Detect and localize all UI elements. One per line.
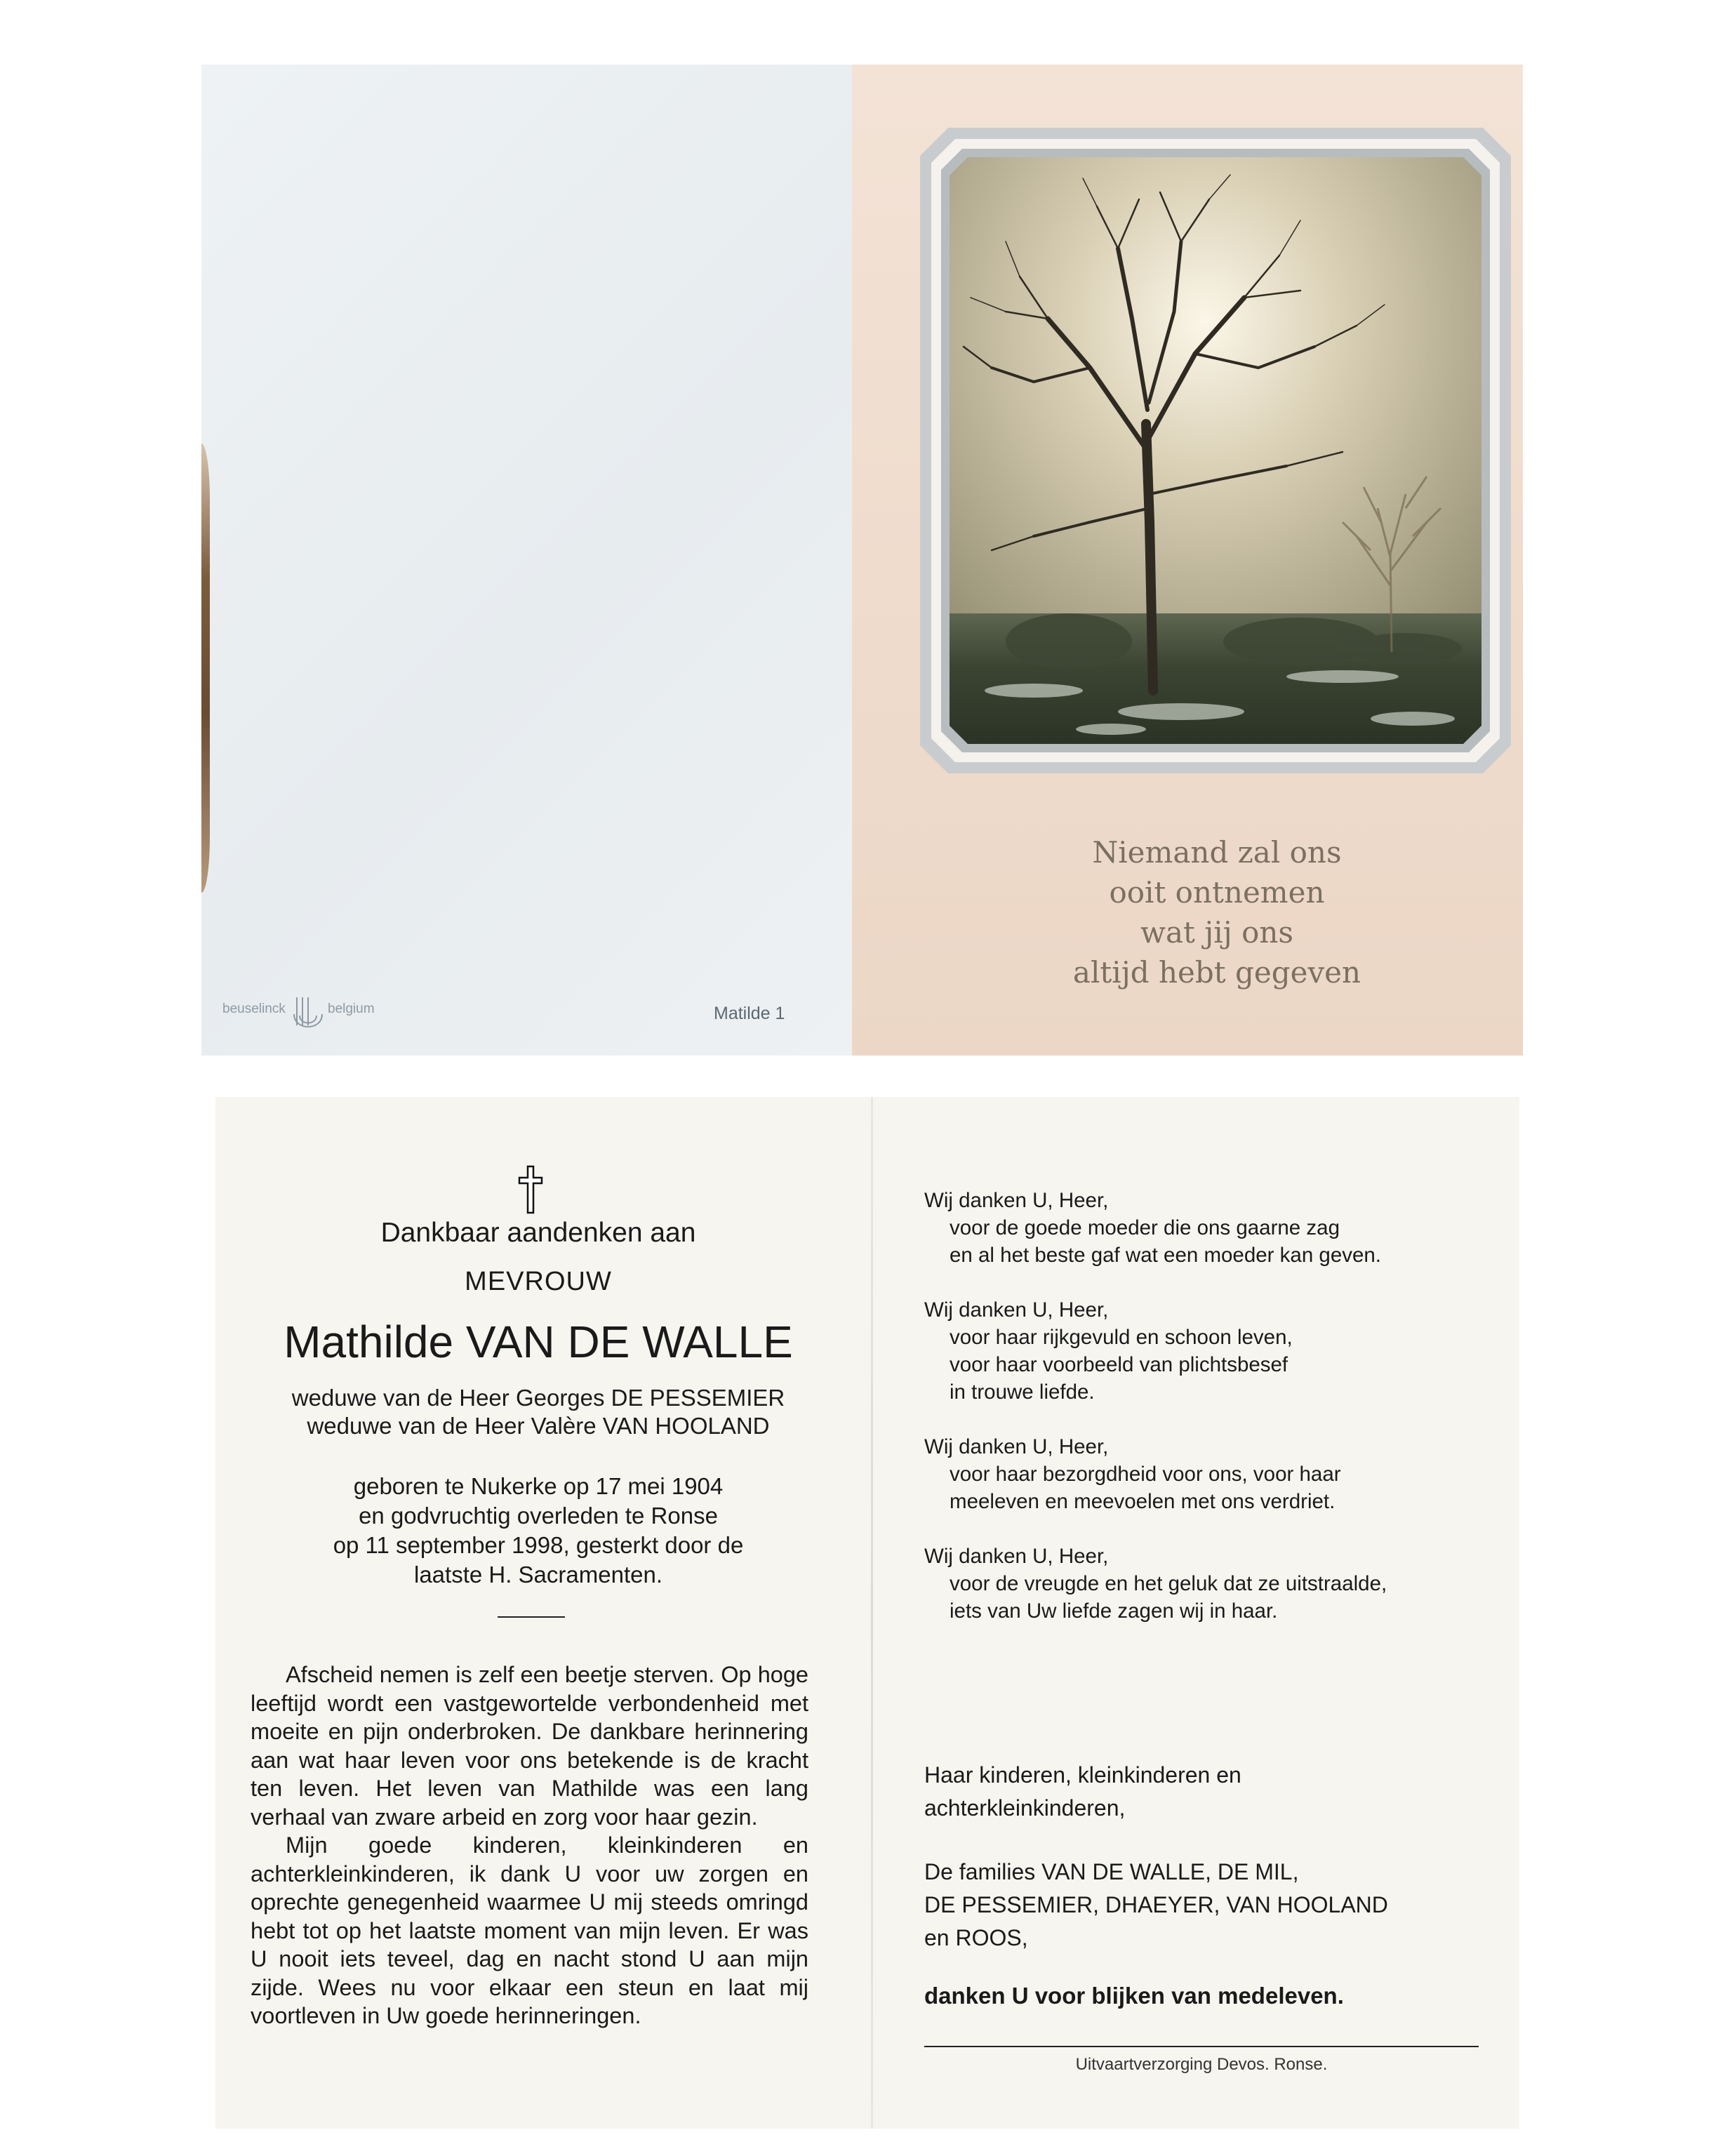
poem: [1020, 832, 1413, 992]
thanksgiving-prayer: [924, 1187, 1486, 1652]
poem-line: ooit ontnemen: [1109, 875, 1325, 910]
prayer-line: voor haar voorbeeld van plichtsbesef: [950, 1353, 1288, 1376]
signature-line: en ROOS,: [924, 1925, 1028, 1950]
poem-line: altijd hebt gegeven: [1072, 955, 1361, 990]
prayer-stanza-first: Wij danken U, Heer,: [924, 1189, 1109, 1212]
signature-line: achterkleinkinderen,: [924, 1795, 1126, 1821]
birth-info: geboren te Nukerke op 17 mei 1904: [353, 1473, 724, 1499]
prayer-line: meeleven en meevoelen met ons verdriet.: [950, 1490, 1336, 1513]
divider: [498, 1616, 565, 1618]
widow-line: weduwe van de Heer Valère VAN HOOLAND: [307, 1413, 770, 1439]
closing-thanks: danken U voor blijken van medeleven.: [924, 1983, 1344, 2009]
prayer-stanza: [924, 1543, 1486, 1625]
farewell-paragraph: Afscheid nemen is zelf een beetje sterven. Op hoge leeftijd wordt een vastgewortelde verbondenheid met moeite en pijn onderbroken. De dankbare herinnering aan wat haar leven voor ons betekende is de kracht ten leven. Het leven van Mathilde was een lang verhaal van zware arbeid en zorg voor haar gezin.: [251, 1662, 808, 1830]
prayer-stanza: [924, 1296, 1486, 1406]
families-signature: [924, 1856, 1486, 1955]
signature-line: Haar kinderen, kleinkinderen en: [924, 1762, 1241, 1788]
prayer-stanza-first: Wij danken U, Heer,: [924, 1545, 1109, 1568]
prayer-stanza-first: Wij danken U, Heer,: [924, 1435, 1109, 1458]
publisher-logo-icon: [290, 994, 326, 1035]
cover-back-panel: [201, 65, 852, 1056]
prayer-line: voor de vreugde en het geluk dat ze uitstraalde,: [950, 1572, 1387, 1595]
poem-line: wat jij ons: [1140, 915, 1293, 950]
brand-left-text: beuselinck: [222, 1002, 286, 1016]
card-inside: [215, 1097, 1519, 2129]
undertaker-credit: Uitvaartverzorging Devos. Ronse.: [1075, 2055, 1328, 2074]
prayer-line: iets van Uw liefde zagen wij in haar.: [950, 1599, 1278, 1623]
prayer-stanza: [924, 1187, 1486, 1269]
tree-photo: [950, 157, 1481, 744]
publisher-logo: [222, 994, 375, 1037]
brand-right-text: belgium: [328, 1002, 375, 1016]
honorific: MEVROUW: [465, 1267, 612, 1296]
farewell-paragraph: Mijn goede kinderen, kleinkinderen en achterkleinkinderen, ik dank U voor uw zorgen en oprechte genegenheid waarmee U mij steeds omringd hebt tot op het laatste moment van mijn leven. Er was U nooit iets teveel, dag en nacht stond U aan mijn zijde. Wees nu voor elkaar een steun en laat mij voortleven in Uw goede herinneringen.: [251, 1832, 808, 2028]
farewell-text: [251, 1661, 808, 2030]
tree-illustration: [950, 157, 1481, 744]
signature-rule: [924, 2046, 1479, 2047]
death-place: en godvruchtig overleden te Ronse: [359, 1503, 718, 1529]
cross-icon: [518, 1165, 543, 1214]
cover-front-panel: [852, 65, 1523, 1056]
prayer-line: voor de goede moeder die ons gaarne zag: [950, 1216, 1340, 1239]
prayer-line: voor haar rijkgevuld en schoon leven,: [950, 1326, 1293, 1349]
card-cover: [201, 65, 1523, 1056]
poem-line: Niemand zal ons: [1092, 835, 1342, 870]
model-code: Matilde 1: [714, 1004, 785, 1023]
photo-edge: [201, 444, 210, 893]
prayer-stanza-first: Wij danken U, Heer,: [924, 1298, 1109, 1322]
signature-line: De families VAN DE WALLE, DE MIL,: [924, 1859, 1299, 1884]
signature-line: DE PESSEMIER, DHAEYER, VAN HOOLAND: [924, 1892, 1388, 1917]
prayer-line: en al het beste gaf wat een moeder kan geven.: [950, 1244, 1382, 1267]
deceased-name: Mathilde VAN DE WALLE: [284, 1317, 793, 1367]
death-date: op 11 september 1998, gesterkt door de: [333, 1532, 744, 1558]
widow-line: weduwe van de Heer Georges DE PESSEMIER: [291, 1385, 785, 1411]
children-signature: [924, 1759, 1486, 1825]
prayer-line: voor haar bezorgdheid voor ons, voor haar: [950, 1463, 1341, 1486]
prayer-line: in trouwe liefde.: [950, 1380, 1095, 1404]
sacraments-line: laatste H. Sacramenten.: [413, 1562, 662, 1588]
fold-line: [871, 1097, 873, 2129]
memorial-heading: Dankbaar aandenken aan: [380, 1218, 696, 1248]
prayer-stanza: [924, 1433, 1486, 1515]
